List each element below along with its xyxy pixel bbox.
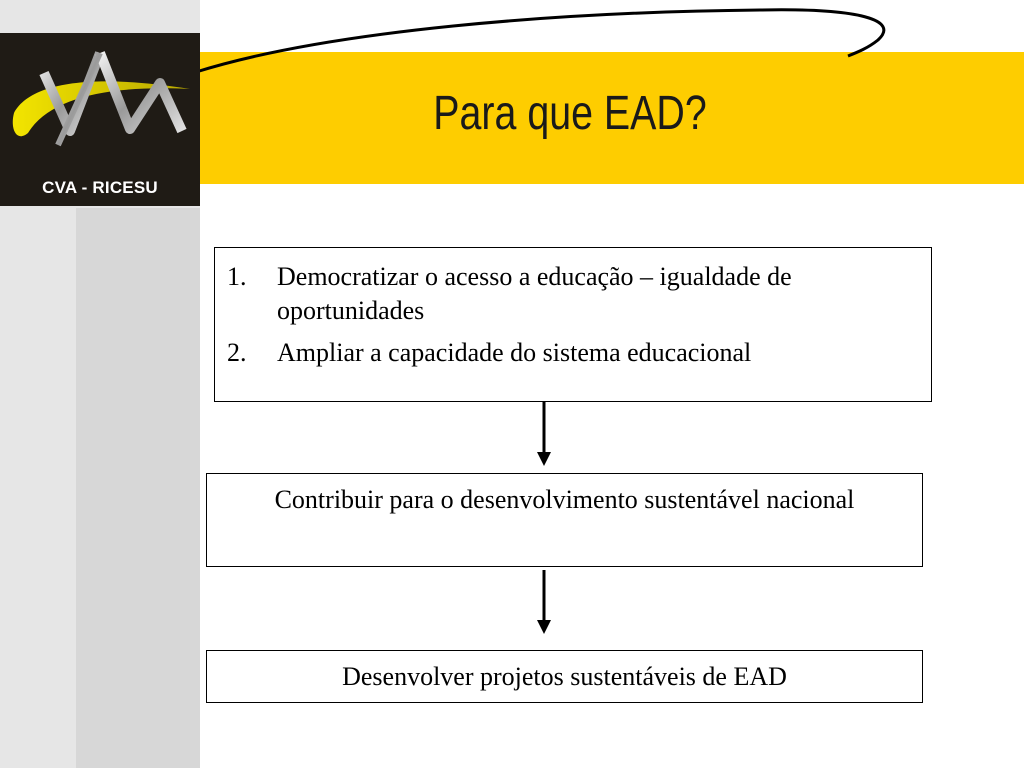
arrow-down-icon [534, 402, 554, 466]
reason-text: Democratizar o acesso a educação – igualdade de oportunidades [277, 262, 792, 325]
cva-logo-icon [0, 33, 200, 173]
action-text: Desenvolver projetos sustentáveis de EAD [342, 662, 787, 691]
reason-item [227, 260, 921, 328]
reasons-box [214, 247, 932, 402]
reason-item [227, 336, 921, 370]
goal-text: Contribuir para o desenvolvimento sustentável nacional [274, 485, 855, 514]
logo [0, 33, 200, 206]
action-box [206, 650, 923, 703]
logo-label: CVA - RICESU [42, 178, 158, 197]
arrow-down-icon [534, 570, 554, 634]
left-band-inner [76, 208, 200, 768]
page-title: Para que EAD? [433, 87, 707, 140]
reason-number: 2. [227, 338, 247, 367]
reason-text: Ampliar a capacidade do sistema educacional [277, 338, 752, 367]
reason-number: 1. [227, 262, 247, 291]
goal-box [206, 473, 923, 567]
